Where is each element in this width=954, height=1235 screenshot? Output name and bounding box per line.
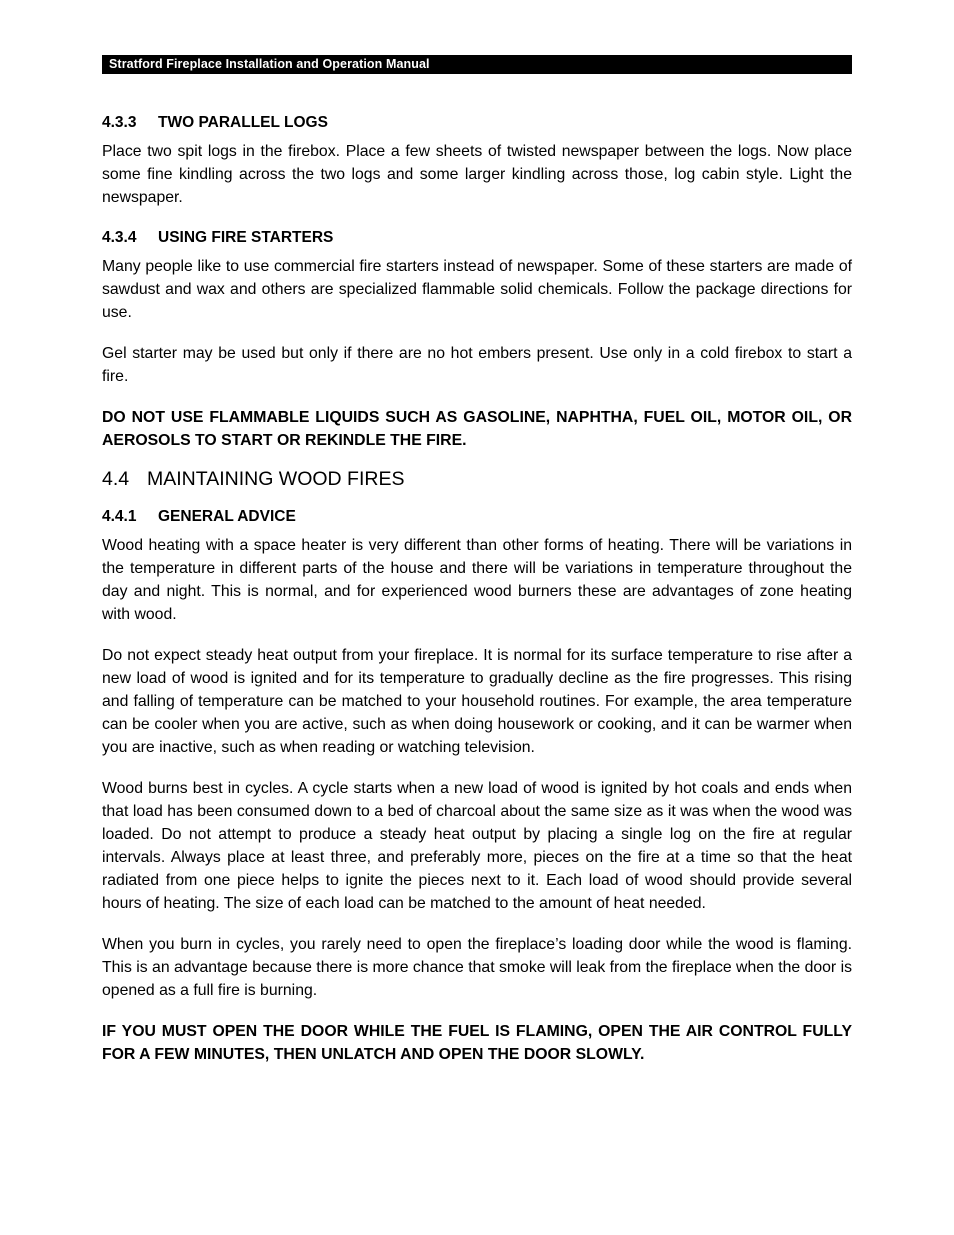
section-heading <box>102 466 852 492</box>
paragraph: Wood heating with a space heater is very different than other forms of heating. There will be variations in the temperature in different parts of the house and there will be variations in temperature throughout the day and night. This is normal, and for experienced wood burners these are advantages of zone heating with wood. <box>102 537 852 623</box>
section-heading <box>102 112 852 134</box>
running-header: Stratford Fireplace Installation and Operation Manual <box>102 55 852 74</box>
paragraph: Do not expect steady heat output from your fireplace. It is normal for its surface temperature to rise after a new load of wood is ignited and for its temperature to gradually decline as the fire progresses. This rising and falling of temperature can be matched to your household routines. For example, the area temperature can be cooler when you are active, such as when doing housework or cooking, and it can be warmer when you are inactive, such as when reading or watching television. <box>102 647 852 756</box>
paragraph: Wood burns best in cycles. A cycle starts when a new load of wood is ignited by hot coals and ends when that load has been consumed down to a bed of charcoal about the same size as it was when the wood was loaded. Do not attempt to produce a steady heat output by placing a single log on the fire at regular intervals. Always place at least three, and preferably more, pieces on the fire at a time so that the heat radiated from one piece helps to ignite the pieces next to it. Each load of wood should provide several hours of heating. The size of each load can be matched to the amount of heat needed. <box>102 780 852 912</box>
paragraph: Many people like to use commercial fire starters instead of newspaper. Some of these starters are made of sawdust and wax and others are specialized flammable solid chemicals. Follow the package directions for use. <box>102 258 852 321</box>
warning-text: DO NOT USE FLAMMABLE LIQUIDS SUCH AS GASOLINE, NAPHTHA, FUEL OIL, MOTOR OIL, OR AEROSOLS TO START OR REKINDLE THE FIRE. <box>102 409 852 449</box>
section-title: TWO PARALLEL LOGS <box>158 114 328 131</box>
section-4-4-1 <box>102 506 852 1066</box>
manual-page <box>102 55 852 1084</box>
section-number: 4.4 <box>102 468 130 490</box>
warning-text: IF YOU MUST OPEN THE DOOR WHILE THE FUEL IS FLAMING, OPEN THE AIR CONTROL FULLY FOR A FEW MINUTES, THEN UNLATCH AND OPEN THE DOOR SLOWLY. <box>102 1023 852 1063</box>
section-number: 4.3.4 <box>102 229 137 246</box>
section-title: GENERAL ADVICE <box>158 508 296 525</box>
paragraph: Place two spit logs in the firebox. Place a few sheets of twisted newspaper between the logs. Now place some fine kindling across the two logs and some larger kindling across those, log cabin style. Light the newspaper. <box>102 143 852 206</box>
section-title: USING FIRE STARTERS <box>158 229 334 246</box>
section-heading <box>102 227 852 249</box>
section-title: MAINTAINING WOOD FIRES <box>147 468 405 490</box>
paragraph: When you burn in cycles, you rarely need to open the fireplace’s loading door while the wood is flaming. This is an advantage because there is more chance that smoke will leak from the fireplace when the door is opened as a full fire is burning. <box>102 936 852 999</box>
section-4-3-4 <box>102 227 852 452</box>
section-number: 4.3.3 <box>102 114 137 131</box>
section-4-3-3 <box>102 112 852 209</box>
section-heading <box>102 506 852 528</box>
section-number: 4.4.1 <box>102 508 137 525</box>
section-4-4 <box>102 466 852 492</box>
paragraph: Gel starter may be used but only if there are no hot embers present. Use only in a cold firebox to start a fire. <box>102 345 852 385</box>
